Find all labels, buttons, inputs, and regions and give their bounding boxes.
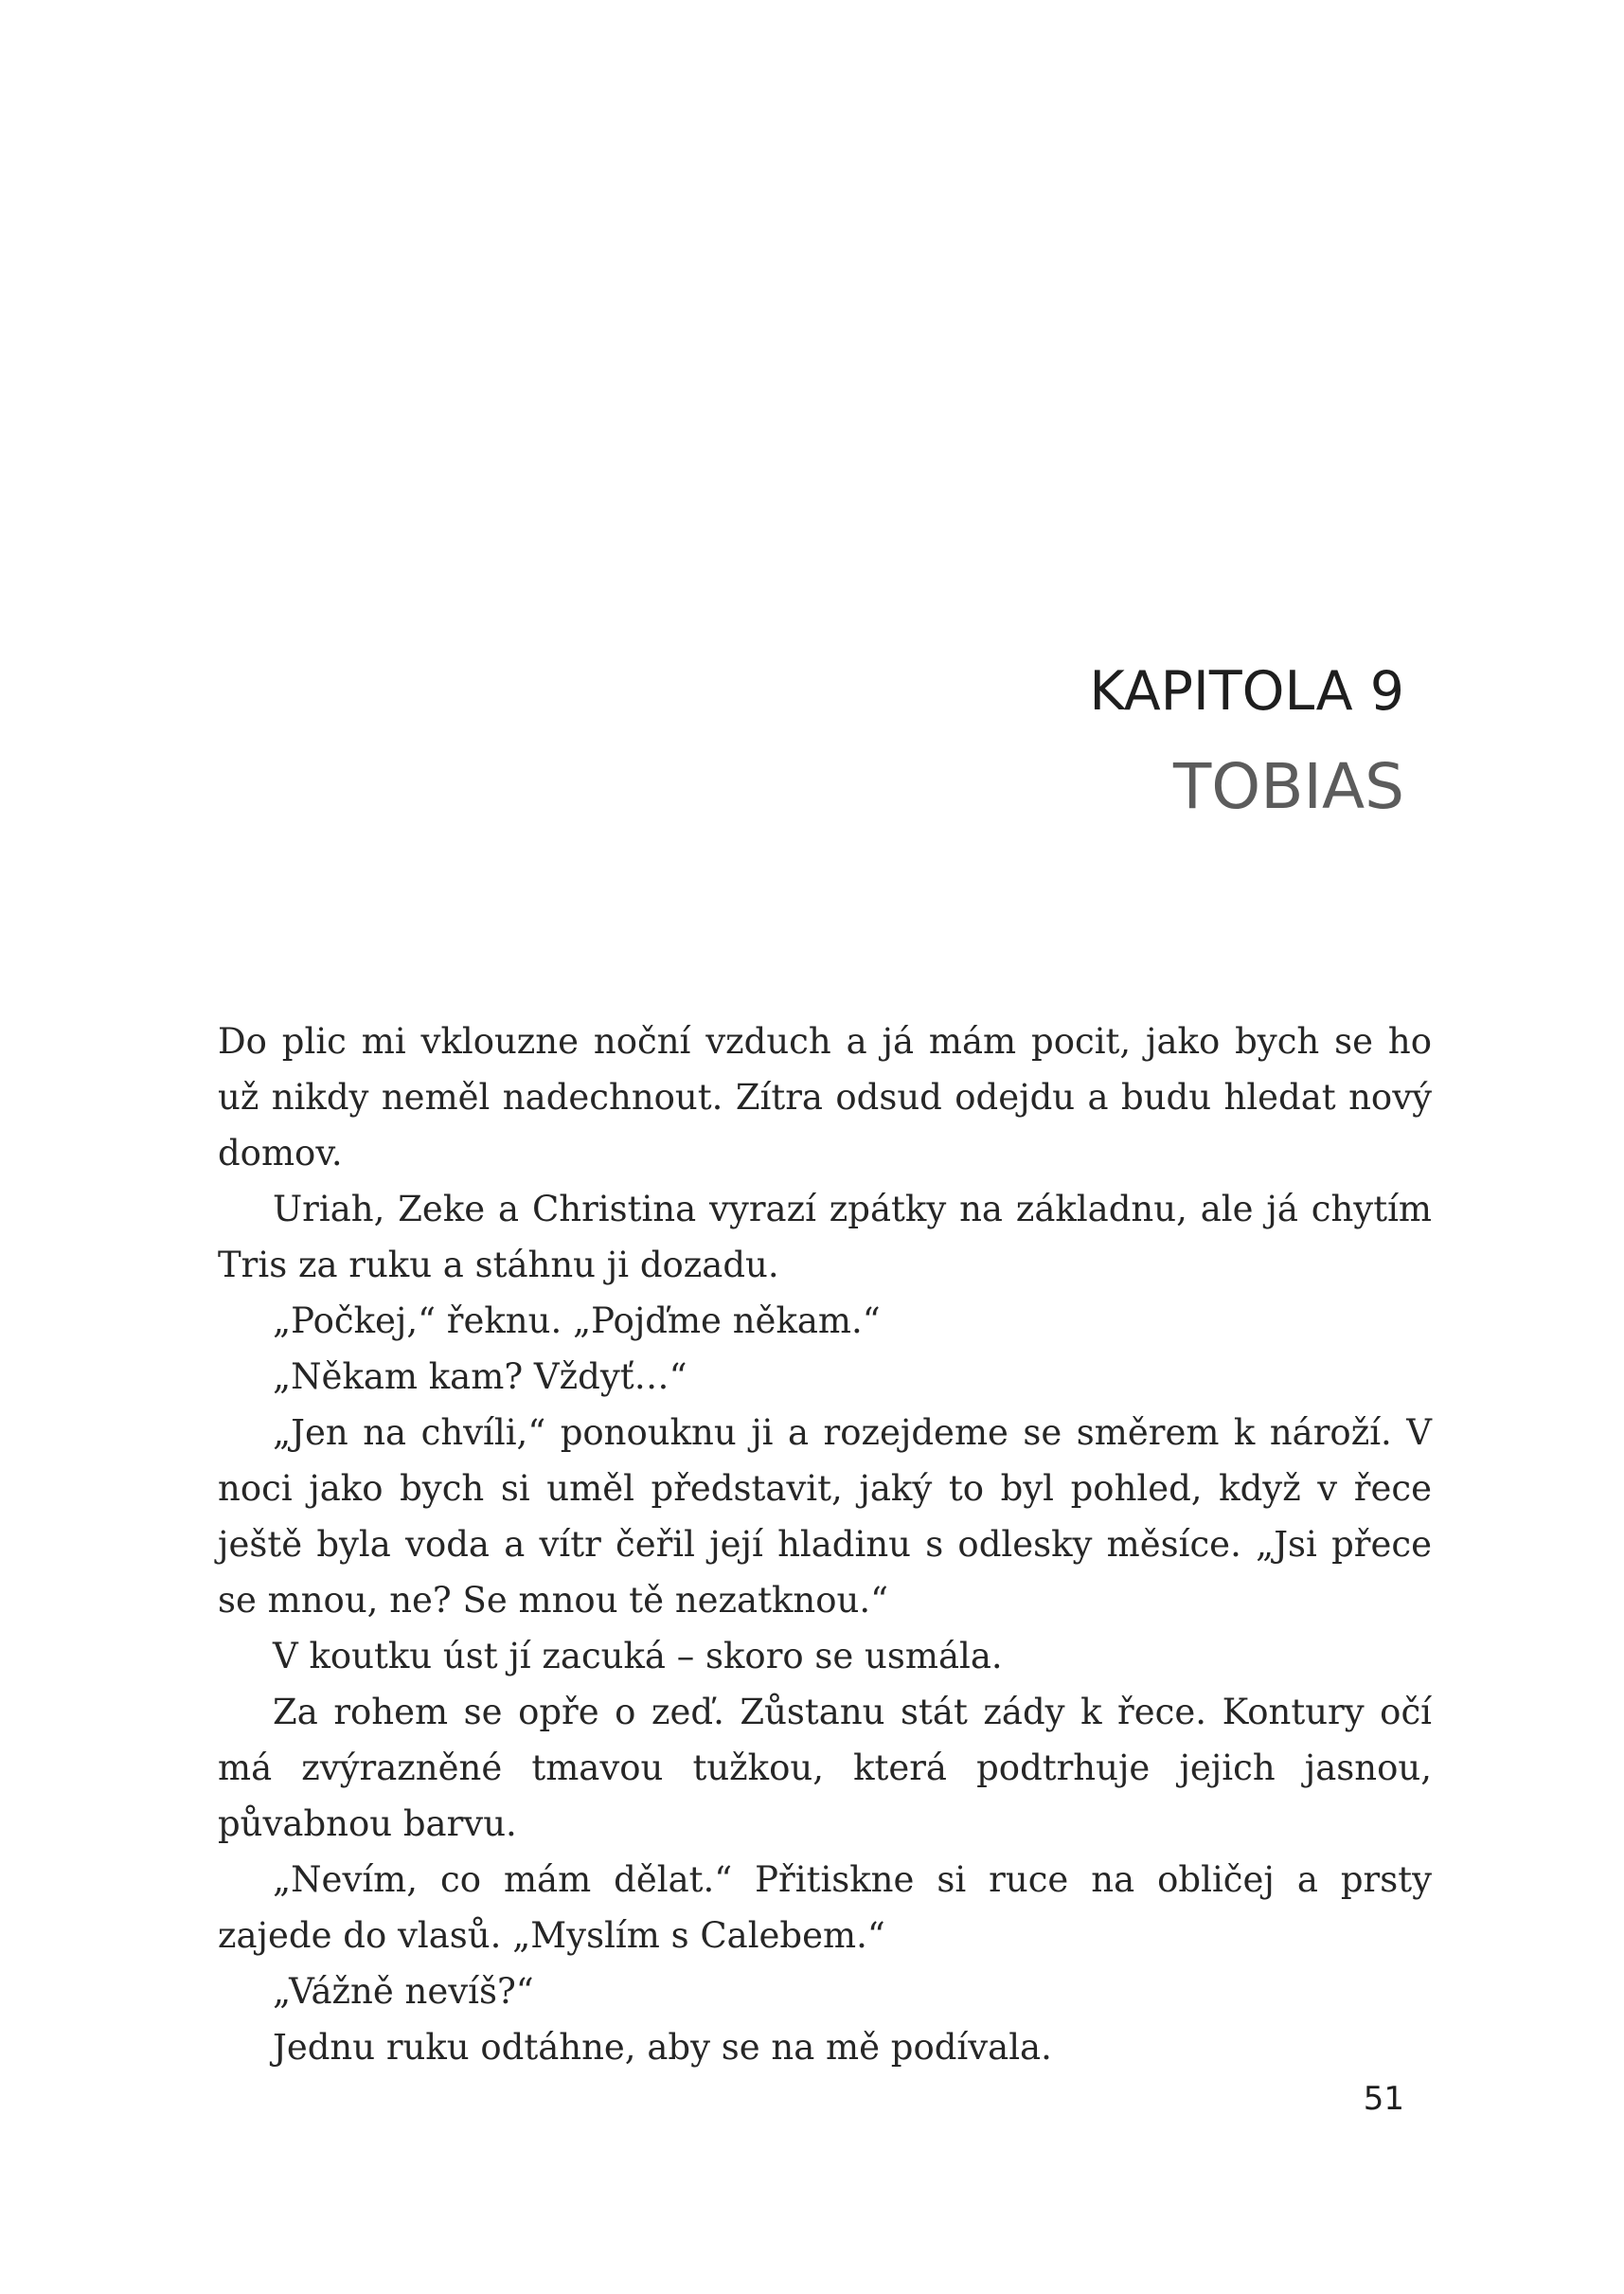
paragraph: V koutku úst jí zacuká – skoro se usmála. [273,1636,1003,1676]
paragraph: Za rohem se opře o zeď. Zůstanu stát zády k řece. Kontury očí má zvýrazněné tmavou tužkou, která podtrhuje jejich jasnou, půvabnou barvu. [218,1692,1432,1844]
paragraph: Jednu ruku odtáhne, aby se na mě podívala. [273,2027,1052,2068]
paragraph: „Někam kam? Vždyť…“ [273,1356,687,1397]
chapter-body [218,1013,1432,2075]
paragraph: Do plic mi vklouzne noční vzduch a já mám pocit, jako bych se ho už nikdy neměl nadechnout. Zítra odsud odejdu a budu hledat nový domov. [218,1021,1432,1174]
paragraph: „Počkej,“ řeknu. „Pojďme někam.“ [273,1300,881,1341]
paragraph: „Nevím, co mám dělat.“ Přitiskne si ruce na obličej a prsty zajede do vlasů. „Myslím s Calebem.“ [218,1859,1432,1956]
paragraph: „Vážně nevíš?“ [273,1971,534,2012]
chapter-heading [1089,654,1404,830]
page-number: 51 [1363,2080,1404,2118]
chapter-title: TOBIAS [1172,750,1404,823]
paragraph: „Jen na chvíli,“ ponouknu ji a rozejdeme se směrem k nároží. V noci jako bych si uměl představit, jaký to byl pohled, když v řece ještě byla voda a vítr čeřil její hladinu s odlesky měsíce. „Jsi přece se mnou, ne? Se mnou tě nezatknou.“ [218,1412,1432,1621]
paragraph: Uriah, Zeke a Christina vyrazí zpátky na základnu, ale já chytím Tris za ruku a stáhnu ji dozadu. [218,1189,1432,1285]
chapter-number: KAPITOLA 9 [1089,660,1404,723]
